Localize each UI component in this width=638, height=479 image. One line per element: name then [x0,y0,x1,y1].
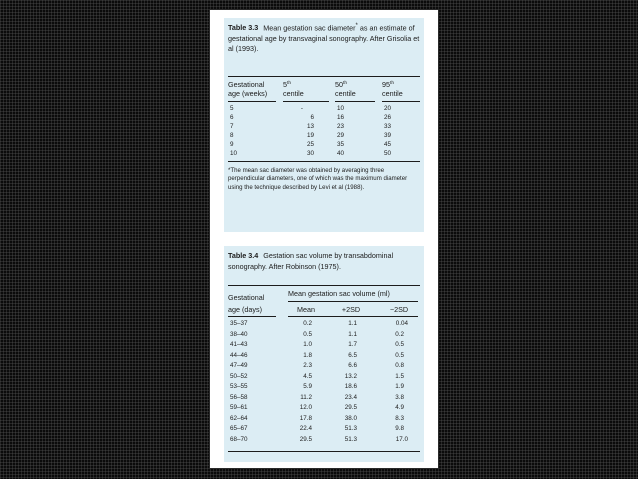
column-header-minus-2sd: −2SD [389,305,409,314]
table-row: 44–46 1.8 6.5 0.5 [230,351,404,359]
table-row: 38–40 0.5 1.1 0.2 [230,330,404,338]
footnote-marker: * [355,23,358,29]
table-number: Table 3.4 [228,251,259,260]
table-caption [228,21,420,55]
table-row: 5 - 10 20 [230,105,392,112]
table-rule [228,451,420,452]
header-underline [283,101,329,102]
table-3-4 [224,246,424,462]
table-row: 9 25 35 45 [230,141,392,148]
table-row: 6 6 16 26 [230,114,392,121]
table-row: 8 19 29 39 [230,132,392,139]
table-rule [228,76,420,77]
document-page [210,10,438,468]
table-row: 65–67 22.4 51.3 9.8 [230,425,404,432]
table-row: 62–64 17.8 38.0 8.3 [230,414,404,422]
table-footnote: *The mean sac diameter was obtained by averaging three perpendicular diameters, one of which was the maximum diameter using the technique described by Levi et al (1988). [228,167,408,191]
header-underline [228,316,276,317]
header-underline [288,316,418,317]
table-row: 59–61 12.0 29.5 4.9 [230,404,404,411]
table-row: 41–43 1.0 1.7 0.5 [230,341,404,348]
table-caption [228,251,420,272]
table-row: 10 30 40 50 [230,150,392,157]
table-row: 68–70 29.5 51.3 17.0 [230,435,408,443]
table-rule [228,285,420,286]
table-rule [228,161,420,162]
table-row: 47–49 2.3 6.6 0.8 [230,362,404,369]
header-underline [382,101,420,102]
table-row: 50–52 4.5 13.2 1.5 [230,372,404,380]
column-group-header: Mean gestation sac volume (ml) [288,289,390,298]
header-underline [335,101,375,102]
table-3-3 [224,18,424,232]
caption-text-cont: as an estimate of gestational age by transvaginal sonography. After Grisolia et al (1993). [228,23,420,54]
column-header-age: Gestational age (days) [228,293,265,314]
caption-text: Gestation sac volume by transabdominal sonography. After Robinson (1975). [228,251,394,271]
column-header-95th-centile: 95th centile [382,80,403,98]
table-row: 7 13 23 33 [230,123,392,130]
column-header-50th-centile: 50th centile [335,80,356,98]
column-header-age: Gestational age (weeks) [228,80,268,98]
table-number: Table 3.3 [228,23,259,33]
table-row: 53–55 5.9 18.6 1.9 [230,383,404,390]
table-row: 56–58 11.2 23.4 3.8 [230,393,404,401]
header-underline [228,101,276,102]
caption-text: Mean gestation sac diameter [263,23,356,33]
column-header-5th-centile: 5th centile [283,80,304,98]
table-row: 35–37 0.2 1.1 0.04 [230,320,408,327]
column-header-mean: Mean [297,305,315,314]
header-underline [288,301,418,302]
column-header-plus-2sd: +2SD [341,305,361,314]
